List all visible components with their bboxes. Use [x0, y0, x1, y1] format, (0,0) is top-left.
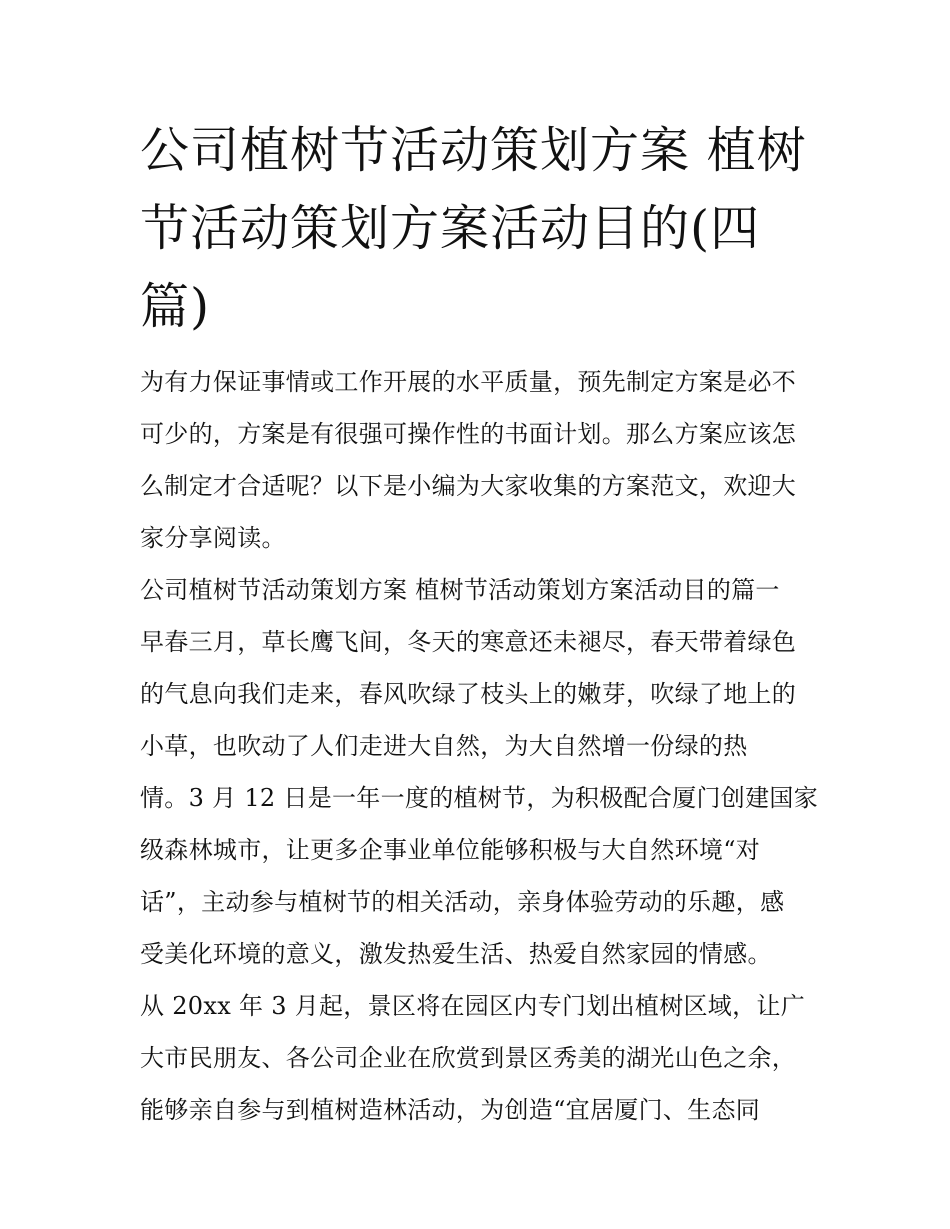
body-text-line: 话”，主动参与植树节的相关活动，亲身体验劳动的乐趣，感 [140, 888, 785, 916]
body-text-line: 早春三月，草长鹰飞间，冬天的寒意还未褪尽，春天带着绿色 [140, 628, 797, 656]
body-text-line: 为有力保证事情或工作开展的水平质量，预先制定方案是必不 [140, 368, 797, 396]
body-text-line: 情。3 月 12 日是一年一度的植树节，为积极配合厦门创建国家 [140, 784, 818, 812]
body-text-line: 能够亲自参与到植树造林活动，为创造“宜居厦门、生态同 [140, 1096, 761, 1124]
document-title [140, 112, 820, 346]
body-text-line: 级森林城市，让更多企事业单位能够积极与大自然环境“对 [140, 836, 761, 864]
title-line: 公司植树节活动策划方案 植树 [140, 122, 807, 179]
section-heading-line: 公司植树节活动策划方案 植树节活动策划方案活动目的篇一 [140, 576, 780, 604]
body-text-line: 受美化环境的意义，激发热爱生活、热爱自然家园的情感。 [140, 940, 772, 968]
document-body [140, 356, 830, 1136]
body-text-line: 大市民朋友、各公司企业在欣赏到景区秀美的湖光山色之余， [140, 1044, 797, 1072]
title-line: 节活动策划方案活动目的(四 [140, 200, 761, 257]
title-line: 篇) [140, 278, 211, 335]
body-text-line: 么制定才合适呢？以下是小编为大家收集的方案范文，欢迎大 [140, 472, 797, 500]
body-text-line: 的气息向我们走来，春风吹绿了枝头上的嫩芽，吹绿了地上的 [140, 680, 797, 708]
body-text-line: 家分享阅读。 [140, 524, 286, 552]
body-text-line: 小草，也吹动了人们走进大自然，为大自然增一份绿的热 [140, 732, 748, 760]
body-text-line: 可少的，方案是有很强可操作性的书面计划。那么方案应该怎 [140, 420, 797, 448]
body-text-line: 从 20xx 年 3 月起，景区将在园区内专门划出植树区域，让广 [140, 992, 805, 1020]
